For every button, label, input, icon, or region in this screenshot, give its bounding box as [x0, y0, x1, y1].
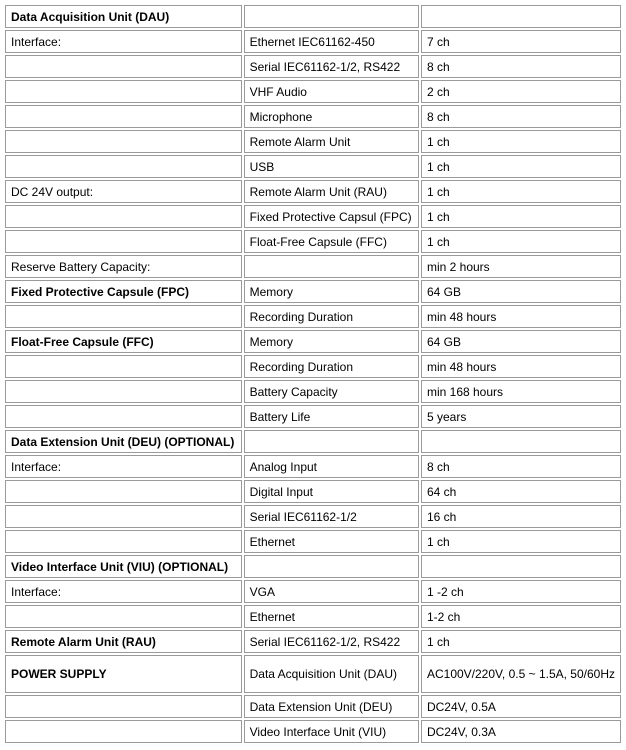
spec-value-cell	[421, 430, 621, 453]
spec-item-cell: Remote Alarm Unit (RAU)	[244, 180, 419, 203]
spec-value-cell	[421, 555, 621, 578]
table-row	[5, 605, 621, 628]
spec-value-cell: 64 GB	[421, 330, 621, 353]
table-row	[5, 255, 621, 278]
table-row	[5, 5, 621, 28]
spec-item-cell: Battery Capacity	[244, 380, 419, 403]
spec-section-cell	[5, 55, 242, 78]
spec-item-cell: USB	[244, 155, 419, 178]
spec-value-cell: AC100V/220V, 0.5 ~ 1.5A, 50/60Hz	[421, 655, 621, 693]
spec-item-cell: Analog Input	[244, 455, 419, 478]
spec-value-cell: 1 ch	[421, 630, 621, 653]
spec-value-cell: 8 ch	[421, 55, 621, 78]
spec-section-cell: Video Interface Unit (VIU) (OPTIONAL)	[5, 555, 242, 578]
table-row	[5, 720, 621, 743]
spec-section-cell: DC 24V output:	[5, 180, 242, 203]
spec-value-cell: 1 ch	[421, 130, 621, 153]
spec-value-cell: 16 ch	[421, 505, 621, 528]
spec-section-cell: POWER SUPPLY	[5, 655, 242, 693]
spec-section-cell	[5, 720, 242, 743]
spec-value-cell: 64 ch	[421, 480, 621, 503]
spec-section-cell	[5, 605, 242, 628]
table-row	[5, 405, 621, 428]
spec-section-cell: Interface:	[5, 580, 242, 603]
spec-section-cell: Float-Free Capsule (FFC)	[5, 330, 242, 353]
table-row	[5, 555, 621, 578]
spec-value-cell: 1 ch	[421, 205, 621, 228]
spec-section-cell	[5, 155, 242, 178]
spec-section-cell: Remote Alarm Unit (RAU)	[5, 630, 242, 653]
spec-table-body	[5, 5, 621, 743]
spec-item-cell: Digital Input	[244, 480, 419, 503]
spec-item-cell: VGA	[244, 580, 419, 603]
spec-item-cell: Data Acquisition Unit (DAU)	[244, 655, 419, 693]
table-row	[5, 430, 621, 453]
spec-value-cell: 7 ch	[421, 30, 621, 53]
table-row	[5, 655, 621, 693]
spec-value-cell: 2 ch	[421, 80, 621, 103]
spec-value-cell: 1 ch	[421, 530, 621, 553]
spec-item-cell: Ethernet	[244, 605, 419, 628]
spec-section-cell: Data Acquisition Unit (DAU)	[5, 5, 242, 28]
spec-item-cell: Serial IEC61162-1/2, RS422	[244, 55, 419, 78]
spec-value-cell: 1 ch	[421, 230, 621, 253]
spec-value-cell: min 168 hours	[421, 380, 621, 403]
spec-value-cell: DC24V, 0.5A	[421, 695, 621, 718]
table-row	[5, 330, 621, 353]
spec-item-cell: Serial IEC61162-1/2	[244, 505, 419, 528]
spec-section-cell	[5, 305, 242, 328]
spec-value-cell: 1-2 ch	[421, 605, 621, 628]
spec-section-cell	[5, 205, 242, 228]
spec-value-cell: 1 -2 ch	[421, 580, 621, 603]
table-row	[5, 355, 621, 378]
table-row	[5, 230, 621, 253]
table-row	[5, 80, 621, 103]
spec-section-cell	[5, 505, 242, 528]
spec-table	[3, 3, 623, 745]
spec-item-cell: VHF Audio	[244, 80, 419, 103]
spec-section-cell: Interface:	[5, 455, 242, 478]
spec-section-cell: Reserve Battery Capacity:	[5, 255, 242, 278]
spec-section-cell	[5, 80, 242, 103]
spec-section-cell	[5, 130, 242, 153]
spec-item-cell: Recording Duration	[244, 355, 419, 378]
spec-item-cell: Video Interface Unit (VIU)	[244, 720, 419, 743]
table-row	[5, 580, 621, 603]
table-row	[5, 130, 621, 153]
spec-item-cell	[244, 5, 419, 28]
spec-item-cell: Memory	[244, 280, 419, 303]
spec-item-cell: Serial IEC61162-1/2, RS422	[244, 630, 419, 653]
table-row	[5, 305, 621, 328]
spec-item-cell: Float-Free Capsule (FFC)	[244, 230, 419, 253]
spec-item-cell	[244, 255, 419, 278]
spec-item-cell: Microphone	[244, 105, 419, 128]
table-row	[5, 480, 621, 503]
table-row	[5, 630, 621, 653]
table-row	[5, 55, 621, 78]
spec-section-cell	[5, 695, 242, 718]
spec-value-cell: 64 GB	[421, 280, 621, 303]
spec-item-cell: Fixed Protective Capsul (FPC)	[244, 205, 419, 228]
spec-value-cell: DC24V, 0.3A	[421, 720, 621, 743]
spec-item-cell: Ethernet IEC61162-450	[244, 30, 419, 53]
spec-section-cell	[5, 105, 242, 128]
spec-value-cell: 1 ch	[421, 180, 621, 203]
spec-section-cell	[5, 380, 242, 403]
table-row	[5, 530, 621, 553]
spec-value-cell: 8 ch	[421, 105, 621, 128]
spec-value-cell	[421, 5, 621, 28]
spec-section-cell	[5, 530, 242, 553]
spec-section-cell	[5, 230, 242, 253]
spec-section-cell	[5, 355, 242, 378]
spec-value-cell: min 48 hours	[421, 305, 621, 328]
table-row	[5, 380, 621, 403]
spec-section-cell	[5, 405, 242, 428]
spec-section-cell	[5, 480, 242, 503]
spec-section-cell: Fixed Protective Capsule (FPC)	[5, 280, 242, 303]
spec-value-cell: 1 ch	[421, 155, 621, 178]
spec-value-cell: min 2 hours	[421, 255, 621, 278]
spec-item-cell: Data Extension Unit (DEU)	[244, 695, 419, 718]
table-row	[5, 105, 621, 128]
table-row	[5, 280, 621, 303]
spec-value-cell: 8 ch	[421, 455, 621, 478]
table-row	[5, 505, 621, 528]
table-row	[5, 695, 621, 718]
spec-value-cell: 5 years	[421, 405, 621, 428]
spec-item-cell	[244, 430, 419, 453]
spec-item-cell: Ethernet	[244, 530, 419, 553]
spec-section-cell: Data Extension Unit (DEU) (OPTIONAL)	[5, 430, 242, 453]
table-row	[5, 455, 621, 478]
spec-item-cell: Recording Duration	[244, 305, 419, 328]
spec-item-cell	[244, 555, 419, 578]
spec-item-cell: Remote Alarm Unit	[244, 130, 419, 153]
table-row	[5, 205, 621, 228]
table-row	[5, 180, 621, 203]
table-row	[5, 155, 621, 178]
table-row	[5, 30, 621, 53]
spec-section-cell: Interface:	[5, 30, 242, 53]
spec-item-cell: Memory	[244, 330, 419, 353]
spec-item-cell: Battery Life	[244, 405, 419, 428]
spec-value-cell: min 48 hours	[421, 355, 621, 378]
